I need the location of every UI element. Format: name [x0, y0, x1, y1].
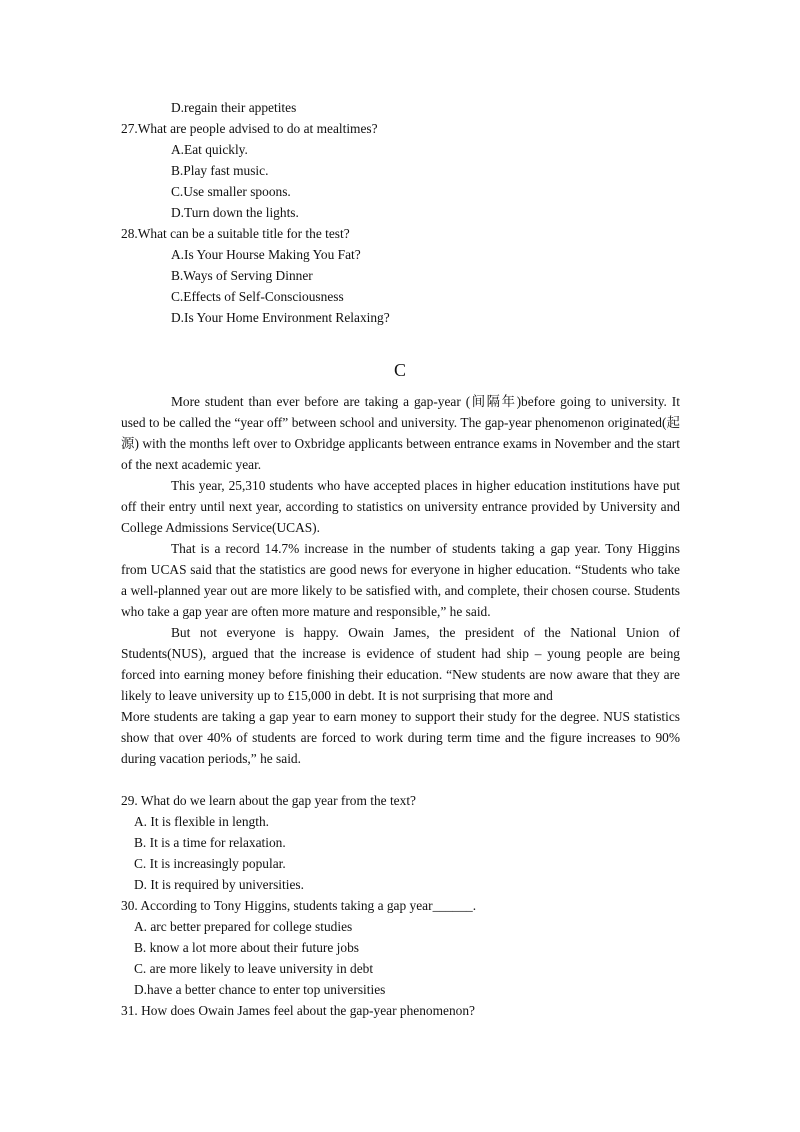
- q30-question: 30. According to Tony Higgins, students taking a gap year______.: [121, 898, 477, 913]
- q29-option-d: D. It is required by universities.: [134, 877, 304, 892]
- q27-question: 27.What are people advised to do at mealtimes?: [121, 121, 378, 136]
- passage-paragraph-1: More student than ever before are taking a gap-year (间隔年)before going to university. It used to be called the “year off” between school and university. The gap-year phenomenon originated(起源) with the months left over to Oxbridge applicants between entrance exams in November and the start of the next academic year.: [121, 394, 680, 472]
- passage-paragraph-4: But not everyone is happy. Owain James, the president of the National Union of Students(NUS), argued that the increase is evidence of student had ship – young people are being forced into earning money before finishing their education. “New students are now aware that they are likely to leave university up to £15,000 in debt. It is not surprising that more and: [121, 625, 680, 703]
- q27-option-a: A.Eat quickly.: [171, 142, 248, 157]
- q30-option-b: B. know a lot more about their future jobs: [134, 940, 359, 955]
- q28-option-a: A.Is Your Hourse Making You Fat?: [171, 247, 361, 262]
- passage-paragraph-3: That is a record 14.7% increase in the number of students taking a gap year. Tony Higgins from UCAS said that the statistics are good news for everyone in higher education. “Students who take a well-planned year out are more likely to be satisfied with, and complete, their chosen course. Students who take a gap year are often more mature and responsible,” he said.: [121, 541, 680, 619]
- q30-option-a: A. arc better prepared for college studies: [134, 919, 353, 934]
- q28-option-d: D.Is Your Home Environment Relaxing?: [171, 310, 390, 325]
- q26-option-d: D.regain their appetites: [171, 100, 297, 115]
- q28-question: 28.What can be a suitable title for the test?: [121, 226, 350, 241]
- q29-option-a: A. It is flexible in length.: [134, 814, 269, 829]
- passage-paragraph-2: This year, 25,310 students who have accepted places in higher education institutions have put off their entry until next year, according to statistics on university entrance provided by University and College Admissions Service(UCAS).: [121, 478, 680, 535]
- q28-option-b: B.Ways of Serving Dinner: [171, 268, 313, 283]
- q29-question: 29. What do we learn about the gap year from the text?: [121, 793, 416, 808]
- passage: [121, 391, 680, 769]
- q27-option-d: D.Turn down the lights.: [171, 205, 299, 220]
- q29-option-b: B. It is a time for relaxation.: [134, 835, 286, 850]
- q27-option-c: C.Use smaller spoons.: [171, 184, 291, 199]
- q28-option-c: C.Effects of Self-Consciousness: [171, 289, 344, 304]
- section-heading: C: [393, 360, 406, 380]
- q29-option-c: C. It is increasingly popular.: [134, 856, 286, 871]
- q27-option-b: B.Play fast music.: [171, 163, 269, 178]
- passage-paragraph-5: More students are taking a gap year to earn money to support their study for the degree. NUS statistics show that over 40% of students are forced to work during term time and the figure increases to 90% during vacation periods,” he said.: [121, 709, 680, 766]
- q31-question: 31. How does Owain James feel about the gap-year phenomenon?: [121, 1003, 475, 1018]
- q30-option-c: C. are more likely to leave university in debt: [134, 961, 374, 976]
- q30-option-d: D.have a better chance to enter top universities: [134, 982, 386, 997]
